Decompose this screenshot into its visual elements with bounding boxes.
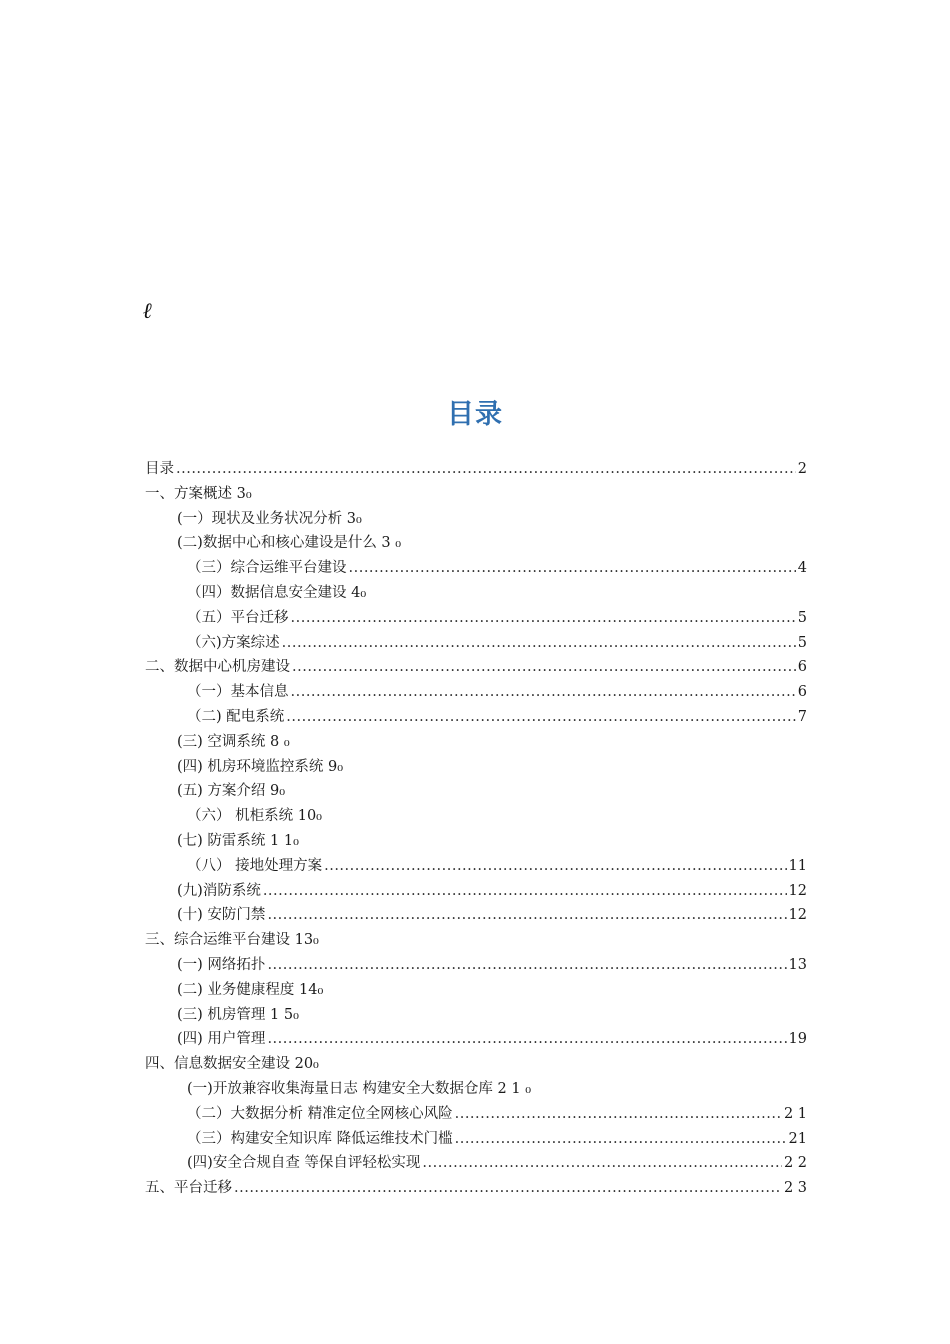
toc-leader-dots — [291, 610, 796, 626]
toc-entry-label: （二) 配电系统 — [187, 708, 285, 725]
toc-entry-label: (一)开放兼容收集海量日志 构建安全大数据仓库 2 1 ₀ — [187, 1080, 532, 1097]
toc-entry[interactable] — [145, 655, 807, 680]
toc-entry[interactable] — [145, 755, 807, 780]
toc-entry-label: （三）构建安全知识库 降低运维技术门槛 — [187, 1130, 453, 1147]
toc-entry-label: 目录 — [145, 461, 174, 477]
toc-leader-dots — [286, 709, 796, 725]
toc-entry[interactable] — [145, 1077, 807, 1102]
toc-entry-page-number: 6 — [797, 684, 807, 701]
toc-entry[interactable] — [145, 953, 807, 978]
toc-entry-label: (七) 防雷系统 1 1₀ — [177, 832, 299, 849]
toc-entry-label: (三) 空调系统 8 ₀ — [177, 733, 290, 750]
toc-entry-label: (二)数据中心和核心建设是什么 3 ₀ — [177, 535, 402, 552]
toc-entry-label: 四、信息数据安全建设 20₀ — [145, 1056, 319, 1073]
toc-entry-page-number: 11 — [788, 857, 807, 874]
toc-entry-label: （六） 机柜系统 10₀ — [187, 808, 322, 825]
toc-entry-page-number: 13 — [788, 956, 807, 973]
toc-entry[interactable] — [145, 978, 807, 1003]
toc-entry-label: (二) 业务健康程度 14₀ — [177, 981, 324, 998]
toc-entry-label: (一）现状及业务状况分析 3₀ — [177, 510, 362, 527]
toc-leader-dots — [292, 659, 796, 675]
toc-entry-page-number: 21 — [788, 1130, 807, 1147]
page-title: 目录 — [447, 399, 503, 430]
toc-entry[interactable] — [145, 730, 807, 755]
toc-entry-label: (四) 机房环境监控系统 9₀ — [177, 758, 344, 775]
toc-entry-label: (九)消防系统 — [177, 882, 261, 899]
toc-entry[interactable] — [145, 631, 807, 656]
toc-entry[interactable] — [145, 606, 807, 631]
toc-entry-page-number: 12 — [788, 882, 807, 899]
toc-entry[interactable] — [145, 556, 807, 581]
toc-entry-label: 五、平台迁移 — [145, 1180, 232, 1197]
toc-leader-dots — [422, 1155, 782, 1171]
toc-entry[interactable] — [145, 854, 807, 879]
toc-entry-label: （一）基本信息 — [187, 684, 289, 701]
stray-mark-glyph: ℓ — [143, 298, 153, 323]
toc-entry-label: （五）平台迁移 — [187, 609, 289, 626]
toc-entry[interactable] — [145, 1027, 807, 1052]
table-of-contents — [145, 457, 807, 1201]
toc-entry-page-number: 5 — [797, 634, 807, 651]
toc-entry[interactable] — [145, 705, 807, 730]
toc-entry[interactable] — [145, 457, 807, 482]
toc-leader-dots — [176, 461, 796, 477]
toc-leader-dots — [455, 1131, 787, 1147]
toc-entry[interactable] — [145, 804, 807, 829]
toc-entry[interactable] — [145, 1003, 807, 1028]
toc-entry[interactable] — [145, 879, 807, 904]
toc-entry[interactable] — [145, 1052, 807, 1077]
toc-leader-dots — [267, 1031, 786, 1047]
toc-entry[interactable] — [145, 1176, 807, 1201]
toc-entry-label: (四)安全合规自查 等保自评轻松实现 — [187, 1155, 421, 1172]
toc-entry-page-number: 12 — [788, 907, 807, 924]
toc-entry[interactable] — [145, 680, 807, 705]
toc-leader-dots — [324, 858, 786, 874]
toc-entry-label: 三、综合运维平台建设 13₀ — [145, 932, 319, 949]
toc-entry-page-number: 19 — [788, 1031, 807, 1048]
toc-entry[interactable] — [145, 581, 807, 606]
toc-leader-dots — [267, 957, 786, 973]
toc-entry-label: 一、方案概述 3₀ — [145, 485, 252, 502]
toc-entry-page-number: 2 1 — [783, 1105, 807, 1122]
toc-entry[interactable] — [145, 507, 807, 532]
toc-entry-label: （六)方案综述 — [187, 634, 280, 651]
toc-entry-label: （三）综合运维平台建设 — [187, 560, 347, 577]
toc-leader-dots — [282, 635, 796, 651]
toc-entry-label: (三) 机房管理 1 5₀ — [177, 1006, 299, 1023]
toc-entry-page-number: 5 — [797, 609, 807, 626]
toc-entry-label: (四) 用户管理 — [177, 1031, 266, 1048]
toc-entry-page-number: 6 — [797, 659, 807, 676]
toc-leader-dots — [291, 684, 796, 700]
toc-entry-page-number: 2 3 — [783, 1180, 807, 1197]
toc-entry[interactable] — [145, 829, 807, 854]
toc-entry[interactable] — [145, 1127, 807, 1152]
toc-entry[interactable] — [145, 482, 807, 507]
toc-entry-label: (一) 网络拓扑 — [177, 956, 266, 973]
toc-entry-page-number: 7 — [797, 708, 807, 725]
toc-entry-page-number: 4 — [797, 560, 807, 577]
toc-entry-page-number: 2 2 — [783, 1155, 807, 1172]
toc-leader-dots — [349, 560, 796, 576]
toc-leader-dots — [263, 883, 787, 899]
toc-entry-label: (十) 安防门禁 — [177, 907, 266, 924]
toc-entry[interactable] — [145, 1151, 807, 1176]
toc-entry[interactable] — [145, 928, 807, 953]
toc-entry-page-number: 2 — [797, 461, 807, 477]
toc-entry-label: （八） 接地处理方案 — [187, 857, 323, 874]
toc-entry-label: 二、数据中心机房建设 — [145, 659, 290, 676]
toc-leader-dots — [234, 1180, 782, 1196]
toc-entry-label: (五) 方案介绍 9₀ — [177, 783, 286, 800]
toc-leader-dots — [455, 1106, 782, 1122]
toc-entry[interactable] — [145, 903, 807, 928]
toc-entry[interactable] — [145, 531, 807, 556]
toc-entry-label: （二）大数据分析 精准定位全网核心风险 — [187, 1105, 453, 1122]
toc-leader-dots — [267, 907, 786, 923]
toc-entry[interactable] — [145, 779, 807, 804]
toc-entry[interactable] — [145, 1102, 807, 1127]
toc-entry-label: （四）数据信息安全建设 4₀ — [187, 584, 367, 601]
